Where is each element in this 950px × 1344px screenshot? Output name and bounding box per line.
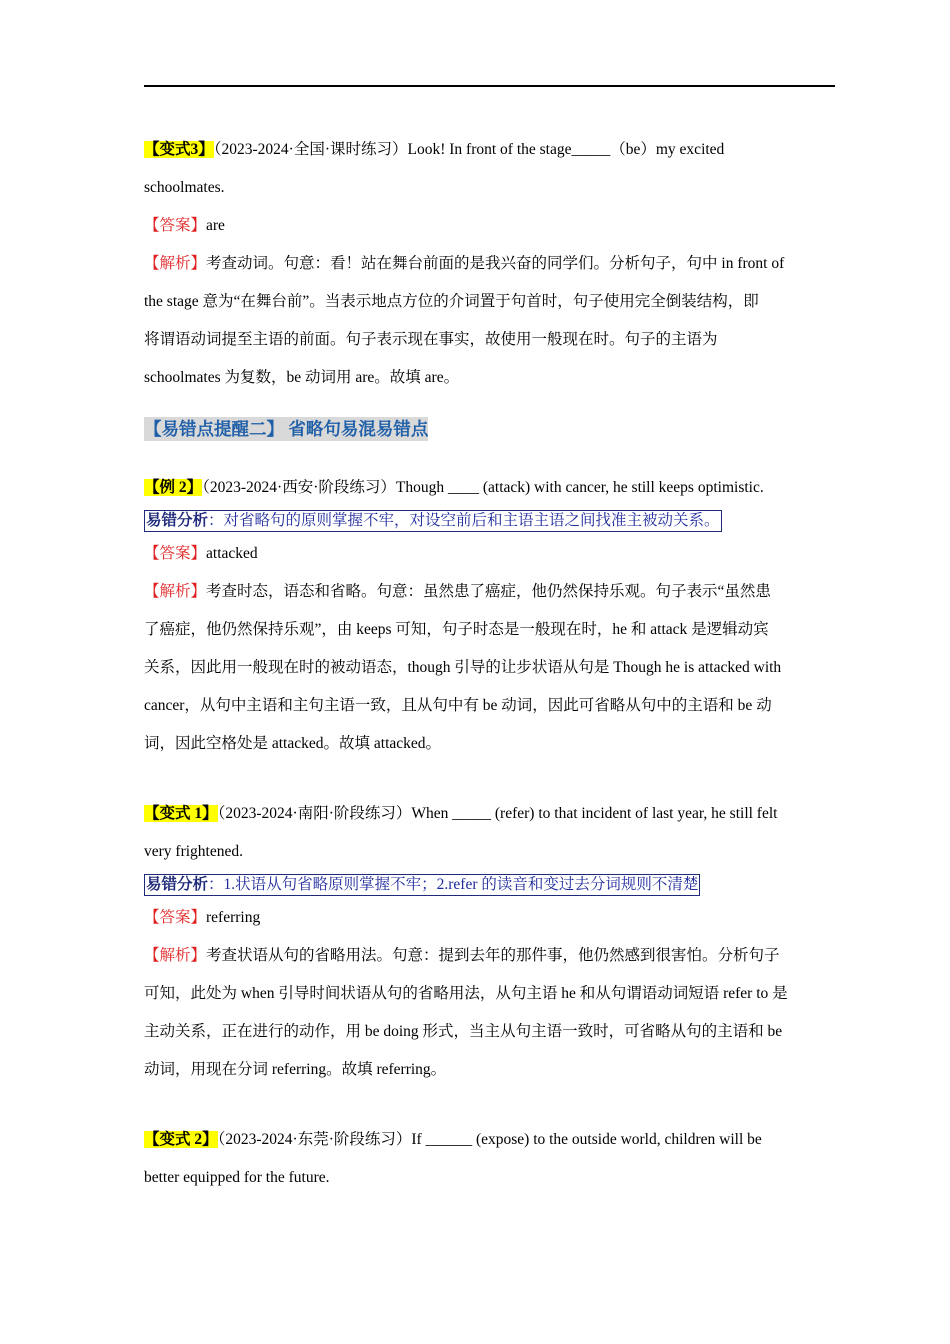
analysis-text: 关系，因此用一般现在时的被动语态，though 引导的让步状语从句是 Though he is attacked with bbox=[144, 659, 782, 676]
question-text: （2023-2024·南阳·阶段练习）When _____ (refer) to that incident of last year, he still felt bbox=[217, 805, 778, 822]
error-analysis-row bbox=[144, 507, 836, 535]
analysis-line bbox=[144, 245, 836, 283]
document-body bbox=[144, 131, 836, 1197]
analysis-label: 【解析】 bbox=[144, 947, 207, 964]
answer-line bbox=[144, 899, 836, 937]
analysis-text: 主动关系，正在进行的动作，用 be doing 形式，当主从句主语一致时，可省略从句的主语和 be bbox=[144, 1023, 783, 1040]
answer-value: referring bbox=[206, 909, 261, 926]
analysis-line bbox=[144, 937, 836, 975]
error-analysis-row bbox=[144, 871, 836, 899]
question-text-cont: better equipped for the future. bbox=[144, 1169, 330, 1186]
analysis-text: 可知，此处为 when 引导时间状语从句的省略用法，从句主语 he 和从句谓语动词短语 refer to 是 bbox=[144, 985, 788, 1002]
analysis-label: 【解析】 bbox=[144, 255, 207, 272]
analysis-text: 动词，用现在分词 referring。故填 referring。 bbox=[144, 1061, 447, 1078]
header-rule bbox=[144, 85, 835, 87]
analysis-text: 考查动词。句意：看！站在舞台前面的是我兴奋的同学们。分析句子，句中 in front of bbox=[206, 255, 785, 272]
question-tag: 【变式3】 bbox=[144, 141, 214, 158]
analysis-label: 【解析】 bbox=[144, 583, 207, 600]
analysis-text: 了癌症，他仍然保持乐观”，由 keeps 可知，句子时态是一般现在时，he 和 attack 是逻辑动宾 bbox=[144, 621, 769, 638]
error-analysis-box bbox=[144, 874, 700, 896]
question-text: （2023-2024·东莞·阶段练习）If ______ (expose) to the outside world, children will be bbox=[217, 1131, 762, 1148]
analysis-text: schoolmates 为复数，be 动词用 are。故填 are。 bbox=[144, 369, 460, 386]
question-variant-3 bbox=[144, 131, 836, 169]
answer-value: attacked bbox=[206, 545, 258, 562]
question-example-2 bbox=[144, 469, 836, 507]
section-title: 【易错点提醒二】 省略句易混易错点 bbox=[144, 419, 429, 439]
analysis-text: 考查时态，语态和省略。句意：虽然患了癌症，他仍然保持乐观。句子表示“虽然患 bbox=[206, 583, 771, 600]
question-tag: 【变式 1】 bbox=[144, 805, 218, 822]
error-analysis-label: 易错分析 bbox=[146, 876, 209, 893]
spacer bbox=[144, 763, 836, 795]
section-heading bbox=[144, 411, 836, 447]
analysis-text: cancer，从句中主语和主句主语一致，且从句中有 be 动词，因此可省略从句中的主语和 be 动 bbox=[144, 697, 772, 714]
question-text: （2023-2024·西安·阶段练习）Though ____ (attack) with cancer, he still keeps optimistic. bbox=[202, 479, 764, 496]
question-text: （2023-2024·全国·课时练习）Look! In front of the stage_____（be）my excited bbox=[213, 141, 725, 158]
answer-label: 【答案】 bbox=[144, 545, 207, 562]
spacer bbox=[144, 1089, 836, 1121]
question-variant-1 bbox=[144, 795, 836, 833]
answer-value: are bbox=[206, 217, 225, 234]
error-analysis-text: ：对省略句的原则掌握不牢，对设空前后和主语主语之间找准主被动关系。 bbox=[208, 512, 720, 529]
error-analysis-label: 易错分析 bbox=[146, 512, 209, 529]
question-variant-2 bbox=[144, 1121, 836, 1159]
question-tag: 【例 2】 bbox=[144, 479, 203, 496]
answer-label: 【答案】 bbox=[144, 217, 207, 234]
analysis-line bbox=[144, 573, 836, 611]
question-text-cont: schoolmates. bbox=[144, 179, 225, 196]
answer-line bbox=[144, 535, 836, 573]
question-tag: 【变式 2】 bbox=[144, 1131, 218, 1148]
analysis-text: the stage 意为“在舞台前”。当表示地点方位的介词置于句首时，句子使用完全倒装结构，即 bbox=[144, 293, 759, 310]
error-analysis-text: ：1.状语从句省略原则掌握不牢；2.refer 的读音和变过去分词规则不清楚 bbox=[208, 876, 699, 893]
answer-line bbox=[144, 207, 836, 245]
analysis-text: 考查状语从句的省略用法。句意：提到去年的那件事，他仍然感到很害怕。分析句子 bbox=[206, 947, 780, 964]
analysis-text: 词，因此空格处是 attacked。故填 attacked。 bbox=[144, 735, 442, 752]
answer-label: 【答案】 bbox=[144, 909, 207, 926]
analysis-text: 将谓语动词提至主语的前面。句子表示现在事实，故使用一般现在时。句子的主语为 bbox=[144, 331, 718, 348]
error-analysis-box bbox=[144, 510, 722, 532]
question-text-cont: very frightened. bbox=[144, 843, 243, 860]
